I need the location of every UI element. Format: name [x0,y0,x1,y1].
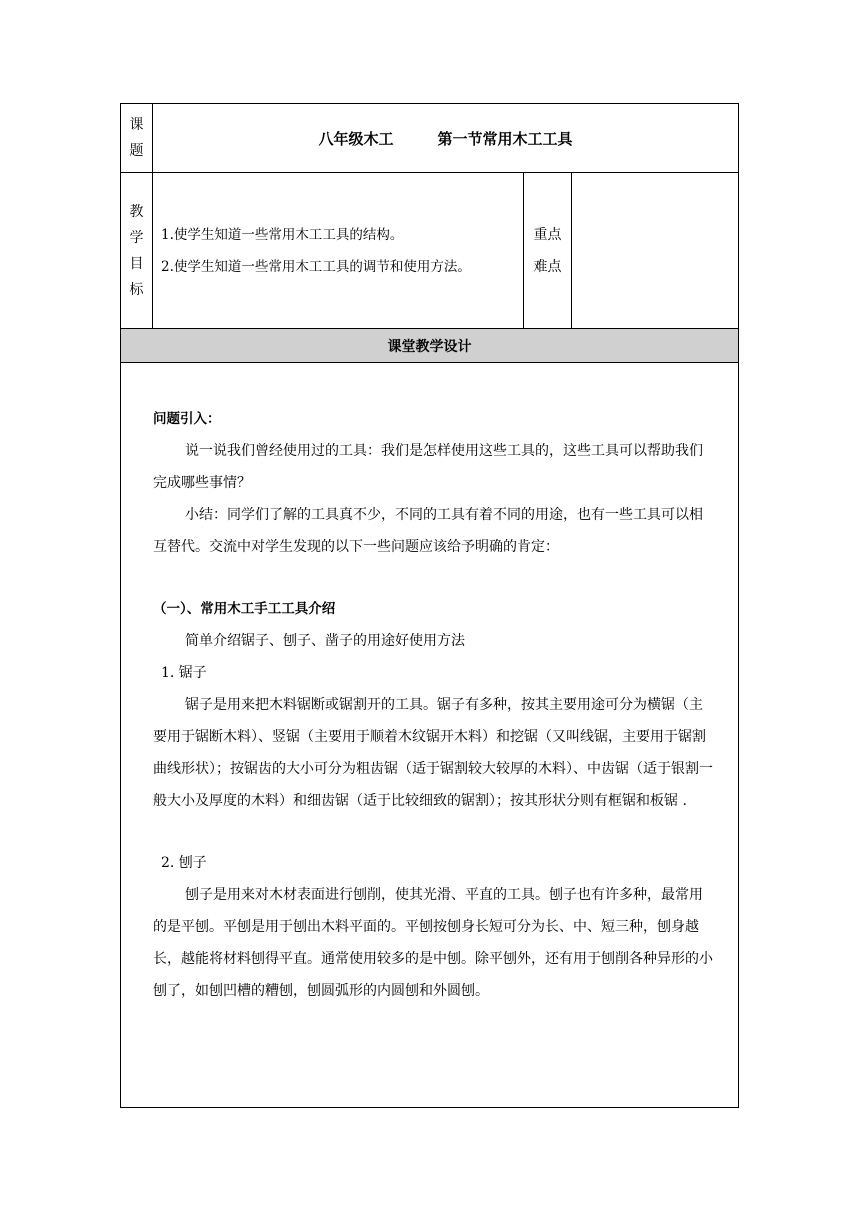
teaching-goals [153,173,524,328]
section1-intro: 简单介绍锯子、刨子、凿子的用途好使用方法 [185,633,465,649]
section1-heading: （一）、常用木工手工工具介绍 [153,601,336,617]
key-point-label: 重点 [533,226,562,243]
section-band: 课堂教学设计 [121,329,738,363]
difficulty-label: 难点 [533,258,562,275]
keypoints-label [524,173,572,328]
body-row [121,363,738,1107]
chapter-title: 第一节常用木工工具 [437,129,573,148]
lesson-title [153,104,738,172]
plane-text: 刨子是用来对木材表面进行刨削，使其光滑、平直的工具。刨子也有许多种，最常用的是平刨。平刨是用于刨出木料平面的。平刨按刨身长短可分为长、中、短三种，刨身越长，越能将材料刨得平直。通常使用较多的是中刨。除平刨外，还有用于刨削各种异形的小刨了，如刨凹槽的糟刨，刨圆弧形的内圆刨和外圆刨。 [153,887,713,999]
summary-text: 小结：同学们了解的工具真不少，不同的工具有着不同的用途，也有一些工具可以相互替代。交流中对学生发现的以下一些问题应该给予明确的肯定： [153,507,703,555]
lesson-plan-table [120,103,739,1108]
title-row [121,104,738,173]
lesson-body [121,363,738,1107]
saw-heading: 1. 锯子 [161,665,207,681]
saw-text: 锯子是用来把木料锯断或锯割开的工具。锯子有多种，按其主要用途可分为横锯（主要用于锯断木料）、竖锯（主要用于顺着木纹锯开木料）和挖锯（又叫线锯，主要用于锯割曲线形状）；按锯齿的大小可分为粗齿锯（适于锯割较大较厚的木料）、中齿锯（适于银割一般大小及厚度的木料）和细齿锯（适于比较细致的锯割）；按其形状分则有框锯和板锯 . [153,697,713,809]
keypoints-content [572,173,738,328]
intro-heading: 问题引入： [153,411,221,427]
goals-row [121,173,738,329]
plane-heading: 2. 刨子 [161,855,207,871]
intro-text: 说一说我们曾经使用过的工具：我们是怎样使用这些工具的，这些工具可以帮助我们完成哪些事情？ [153,443,703,491]
grade-subject: 八年级木工 [318,129,394,148]
goal-item: 1.使学生知道一些常用木工工具的结构。 [161,226,404,243]
title-label: 课 题 [121,104,153,172]
goal-item: 2.使学生知道一些常用木工工具的调节和使用方法。 [161,258,471,275]
goals-label: 教 学 目 标 [121,173,153,328]
